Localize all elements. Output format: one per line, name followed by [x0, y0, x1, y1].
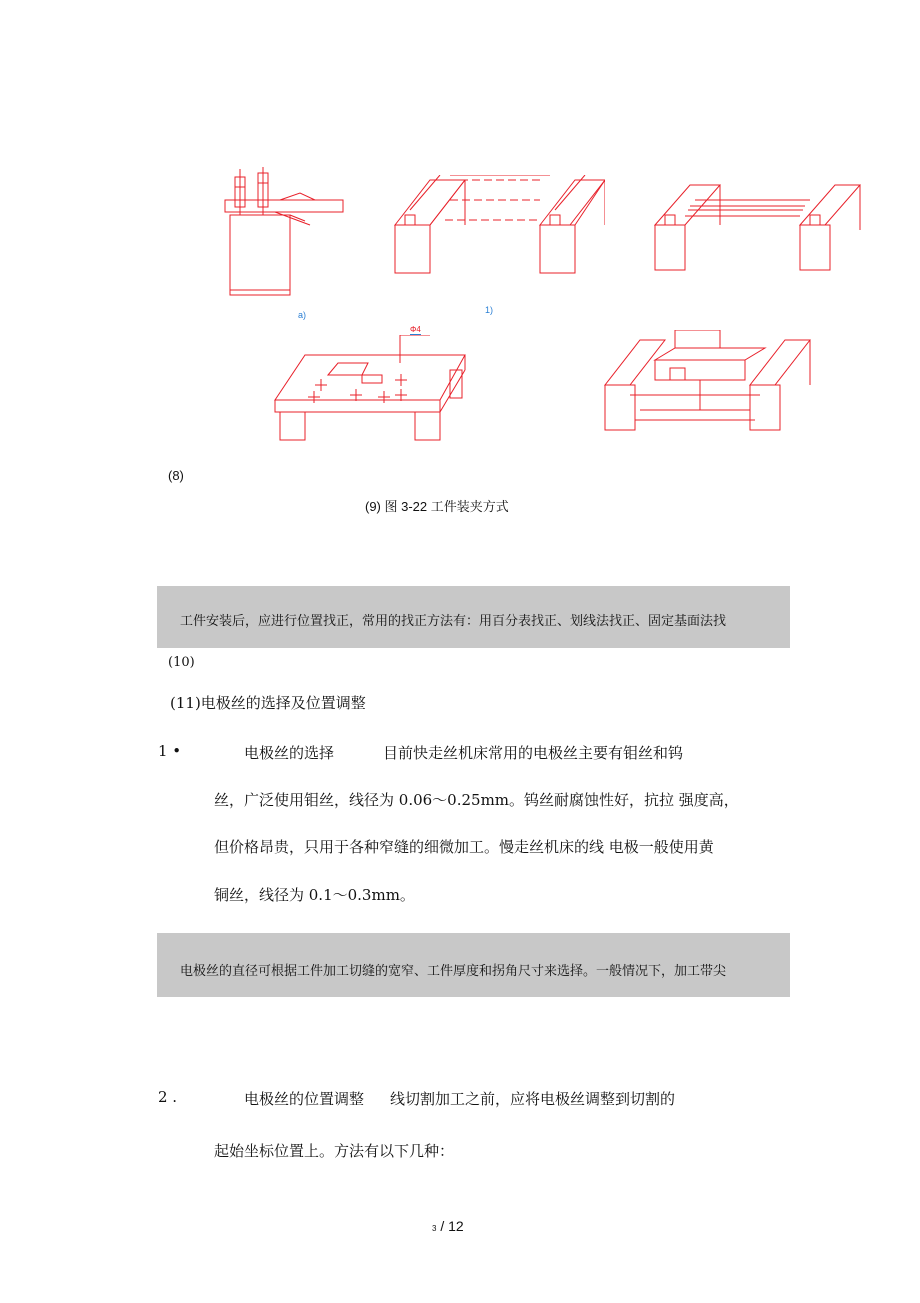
caption-number-8: (8)	[168, 468, 184, 483]
item2-line1: 线切割加工之前，应将电极丝调整到切割的	[390, 1090, 676, 1108]
page-current: 3	[432, 1224, 437, 1233]
highlight-box-2	[157, 933, 790, 997]
item1-line2: 丝，广泛使用钼丝，线径为 0.06～0.25mm。钨丝耐腐蚀性好，抗拉 强度高，	[214, 791, 739, 809]
sub-label-a: a)	[298, 310, 307, 320]
dim-label-phi4: Φ4	[410, 325, 421, 334]
highlight-box-1-text: 工件安装后，应进行位置找正，常用的找正方法有：用百分表找正、划线法找正、固定基面法找	[180, 614, 727, 629]
figure-bridge-support	[390, 175, 605, 280]
item1-line3: 但价格昂贵，只用于各种窄缝的细微加工。慢走丝机床的线 电极一般使用黄	[214, 838, 714, 856]
figure-bridge-plate	[650, 180, 865, 275]
page-footer	[432, 1218, 464, 1234]
item1-line4: 铜丝，线径为 0.1～0.3mm。	[214, 886, 415, 904]
highlight-box-2-text: 电极丝的直径可根据工件加工切缝的宽窄、工件厚度和拐角尺寸来选择。一般情况下，加工带尖	[180, 964, 727, 979]
page-total: / 12	[440, 1218, 464, 1234]
item2-number: 2 .	[158, 1088, 178, 1106]
caption-prefix: (9)	[365, 499, 381, 514]
figure-cantilever-clamp	[220, 165, 350, 300]
number-10: (10)	[168, 655, 195, 670]
caption-text: 图 3-22 工件装夹方式	[384, 499, 509, 514]
item1-line1: 目前快走丝机床常用的电极丝主要有钼丝和钨	[383, 744, 684, 762]
figure-area	[220, 165, 870, 450]
figure-plate-frame	[270, 335, 470, 445]
highlight-box-1	[157, 586, 790, 648]
item2-title: 电极丝的位置调整	[244, 1090, 365, 1108]
figure-machine-table	[600, 330, 815, 435]
item2-line2: 起始坐标位置上。方法有以下几种：	[214, 1142, 455, 1160]
figure-caption	[365, 496, 509, 515]
item1-title: 电极丝的选择	[244, 744, 335, 762]
item1-number: 1 •	[158, 742, 182, 760]
section-heading-11: (11)电极丝的选择及位置调整	[170, 694, 366, 712]
sub-label-1: 1)	[485, 305, 494, 315]
